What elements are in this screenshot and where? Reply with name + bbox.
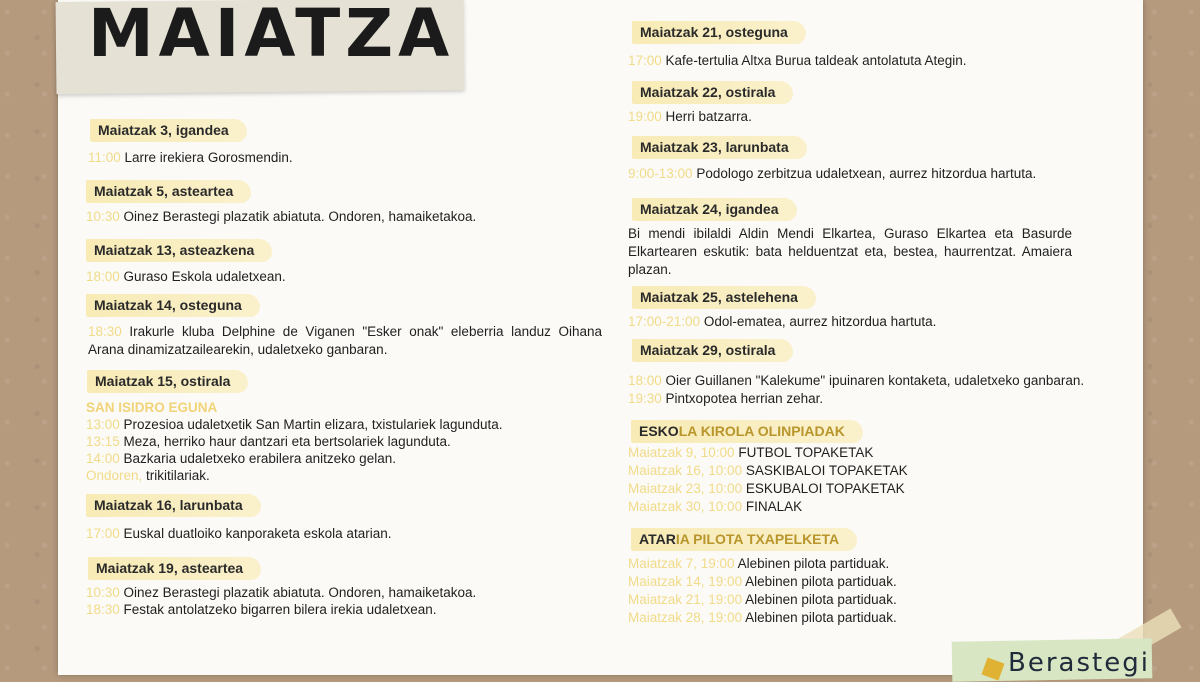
event-time: 17:00 xyxy=(86,526,120,541)
event-text: Prozesioa udaletxetik San Martin elizara, txistulariek lagunduta. xyxy=(119,417,503,432)
event-paragraph: Bi mendi ibilaldi Aldin Mendi Elkartea, Guraso Elkartea eta Basurde Elkartearen eskutik: bata helduentzat eta, bestea, haurrentzat. Amaiera plazan. xyxy=(628,226,1072,277)
event-line xyxy=(628,480,905,497)
event-text: Alebinen pilota partiduak. xyxy=(734,556,890,571)
event-line xyxy=(628,165,1036,182)
event-time: 18:30 xyxy=(88,324,122,339)
event-line xyxy=(86,450,396,467)
event-text: Alebinen pilota partiduak. xyxy=(742,574,897,589)
event-text: Alebinen pilota partiduak. xyxy=(742,592,897,607)
day-heading: Maiatzak 19, asteartea xyxy=(88,557,261,580)
event-line xyxy=(628,390,823,407)
event-time: 10:30 xyxy=(86,209,120,224)
event-time: Ondoren, xyxy=(86,468,143,483)
event-line xyxy=(628,313,936,330)
event-text: FUTBOL TOPAKETAK xyxy=(734,445,874,460)
event-time: 18:00 xyxy=(86,269,120,284)
event-paragraph xyxy=(88,323,602,359)
event-text: Oier Guillanen "Kalekume" ipuinaren kontaketa, udaletxeko ganbaran. xyxy=(661,373,1085,388)
day-heading: Maiatzak 23, larunbata xyxy=(632,136,807,159)
event-text: Guraso Eskola udaletxean. xyxy=(119,269,286,284)
day-heading: Maiatzak 21, osteguna xyxy=(632,21,806,44)
event-line xyxy=(628,555,889,572)
day-heading: Maiatzak 13, asteazkena xyxy=(86,239,272,262)
event-time: 9:00-13:00 xyxy=(628,166,693,181)
event-text: Odol-ematea, aurrez hitzordua hartuta. xyxy=(700,314,937,329)
event-line xyxy=(628,462,908,479)
event-line xyxy=(628,591,897,608)
event-text: Oinez Berastegi plazatik abiatuta. Ondoren, hamaiketakoa. xyxy=(119,585,477,600)
event-text: Euskal duatloiko kanporaketa eskola atarian. xyxy=(119,526,392,541)
event-time: Maiatzak 9, 10:00 xyxy=(628,445,735,460)
event-text: Larre irekiera Gorosmendin. xyxy=(120,150,293,165)
event-line xyxy=(88,149,293,166)
event-line xyxy=(628,444,873,461)
event-time: Maiatzak 16, 10:00 xyxy=(628,463,743,478)
event-line xyxy=(86,433,451,450)
event-subheading: SAN ISIDRO EGUNA xyxy=(86,400,218,415)
event-time: Maiatzak 14, 19:00 xyxy=(628,574,743,589)
event-time: 13:00 xyxy=(86,417,120,432)
heading-part: IA PILOTA TXAPELKETA xyxy=(675,531,840,547)
event-text: Oinez Berastegi plazatik abiatuta. Ondoren, hamaiketakoa. xyxy=(119,209,477,224)
event-text: Herri batzarra. xyxy=(661,109,752,124)
day-heading: Maiatzak 24, igandea xyxy=(632,198,797,221)
page-title: MAIATZA xyxy=(88,0,455,72)
event-text: Irakurle kluba Delphine de Viganen "Esker onak" eleberria landuz Oihana Arana dinamizatzailearekin, udaletxeko ganbaran. xyxy=(88,324,602,357)
event-time: 14:00 xyxy=(86,451,120,466)
event-line xyxy=(628,498,802,515)
event-text: SASKIBALOI TOPAKETAK xyxy=(742,463,908,478)
event-time: 13:15 xyxy=(86,434,120,449)
event-text: FINALAK xyxy=(742,499,803,514)
heading-part: ATAR xyxy=(639,531,676,547)
event-text: Meza, herriko haur dantzari eta bertsolariek lagunduta. xyxy=(119,434,451,449)
section-heading-pelota xyxy=(631,528,857,551)
event-time: Maiatzak 21, 19:00 xyxy=(628,592,743,607)
event-time: 19:00 xyxy=(628,109,662,124)
section-heading-school-sports xyxy=(631,420,863,443)
day-heading: Maiatzak 14, osteguna xyxy=(86,294,260,317)
logo-text: Berastegi xyxy=(1008,648,1150,678)
event-text: Festak antolatzeko bigarren bilera irekia udaletxean. xyxy=(119,602,437,617)
event-line xyxy=(86,268,286,285)
event-line xyxy=(628,609,897,626)
day-heading: Maiatzak 16, larunbata xyxy=(86,494,261,517)
day-heading: Maiatzak 29, ostirala xyxy=(632,339,793,362)
event-line xyxy=(86,525,391,542)
day-heading: Maiatzak 5, asteartea xyxy=(86,180,251,203)
event-time: 18:30 xyxy=(86,602,120,617)
event-line xyxy=(86,584,476,601)
event-line xyxy=(86,467,210,484)
event-time: Maiatzak 28, 19:00 xyxy=(628,610,743,625)
event-time: 11:00 xyxy=(88,150,121,165)
event-time: 10:30 xyxy=(86,585,120,600)
day-heading: Maiatzak 15, ostirala xyxy=(87,370,248,393)
day-heading: Maiatzak 25, astelehena xyxy=(632,286,816,309)
event-text: trikitilariak. xyxy=(142,468,210,483)
event-line xyxy=(628,573,897,590)
event-line xyxy=(86,416,503,433)
day-heading: Maiatzak 22, ostirala xyxy=(632,81,793,104)
event-text: Pintxopotea herrian zehar. xyxy=(661,391,824,406)
heading-part: ESKO xyxy=(639,423,679,439)
event-line xyxy=(628,52,967,69)
event-text: ESKUBALOI TOPAKETAK xyxy=(742,481,905,496)
event-line xyxy=(86,601,436,618)
day-heading: Maiatzak 3, igandea xyxy=(90,119,247,142)
event-time: 19:30 xyxy=(628,391,662,406)
event-time: 17:00 xyxy=(628,53,662,68)
event-time: 17:00-21:00 xyxy=(628,314,701,329)
event-text: Bazkaria udaletxeko erabilera anitzeko gelan. xyxy=(119,451,396,466)
event-time: Maiatzak 23, 10:00 xyxy=(628,481,743,496)
event-time: Maiatzak 30, 10:00 xyxy=(628,499,743,514)
heading-part: LA KIROLA OLINPIADAK xyxy=(678,423,845,439)
event-text: Alebinen pilota partiduak. xyxy=(742,610,897,625)
event-text: Kafe-tertulia Altxa Burua taldeak antolatuta Ategin. xyxy=(661,53,967,68)
event-time: 18:00 xyxy=(628,373,662,388)
event-line xyxy=(628,372,1084,389)
event-line xyxy=(86,208,476,225)
event-text: Podologo zerbitzua udaletxean, aurrez hitzordua hartuta. xyxy=(692,166,1037,181)
event-line xyxy=(628,108,752,125)
event-time: Maiatzak 7, 19:00 xyxy=(628,556,735,571)
